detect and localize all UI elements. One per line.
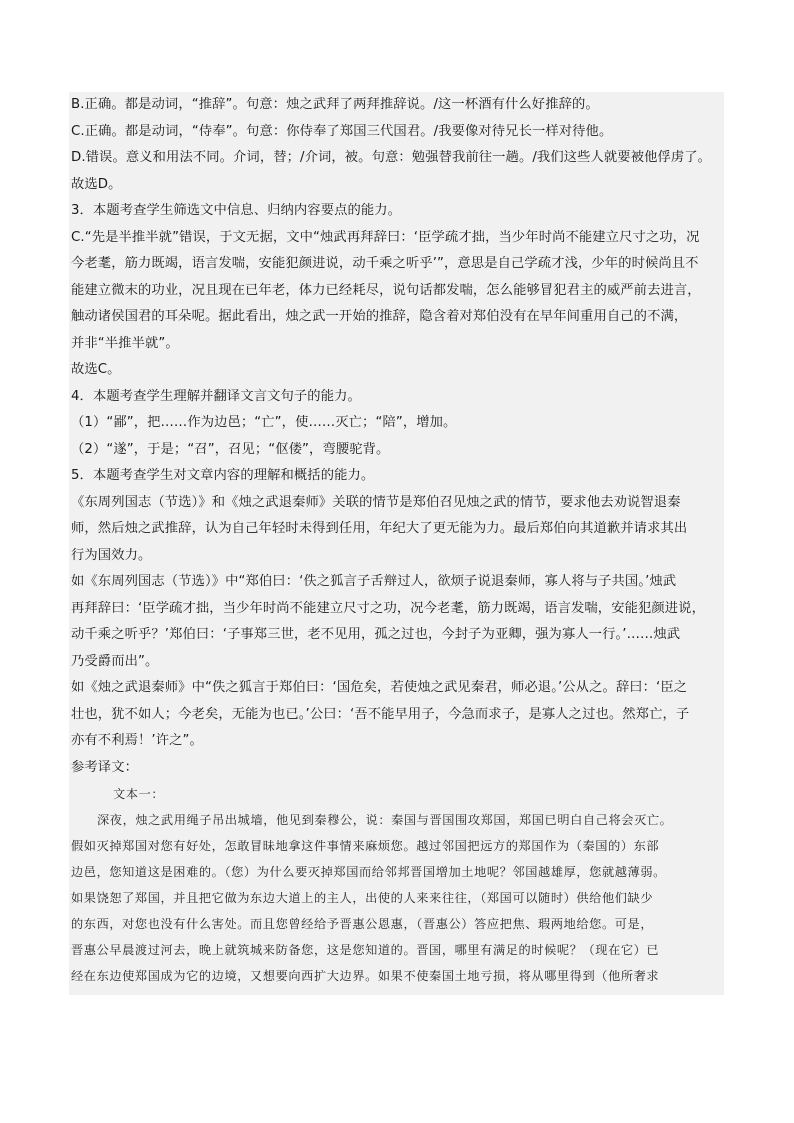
answer-line: 并非“半推半就”。 bbox=[71, 335, 179, 351]
answer-line: C.“先是半推半就”错误，于文无据，文中“烛武再拜辞曰：‘臣学疏才拙，当少年时尚不能建立尺寸之功，况 bbox=[71, 229, 700, 245]
translation-line: 晋惠公早晨渡过河去，晚上就筑城来防备您，这是您知道的。晋国，哪里有满足的时候呢？（现在它）已 bbox=[71, 943, 660, 957]
answer-line: C.正确。都是动词，“侍奉”。句意：你侍奉了郑国三代国君。/我要像对待兄长一样对待他。 bbox=[71, 123, 613, 139]
answer-line: 乃受爵而出”。 bbox=[71, 653, 159, 669]
answer-line: 如《烛之武退秦师》中“佚之狐言于郑伯曰：‘国危矣，若使烛之武见秦君，师必退。’公从之。辞曰：‘臣之 bbox=[71, 680, 688, 695]
reference-translation bbox=[69, 807, 724, 989]
answer-line: 故选D。 bbox=[71, 176, 122, 192]
answer-line: 行为国效力。 bbox=[71, 547, 152, 563]
answer-line: 参考译文： bbox=[71, 759, 138, 775]
answer-line: 壮也，犹不如人；今老矣，无能为也已。’公曰：‘吾不能早用子，今急而求子，是寡人之过也。然郑亡，子 bbox=[71, 706, 690, 722]
answer-line: 亦有不利焉！’许之”。 bbox=[71, 733, 203, 748]
translation-line: 假如灭掉郑国对您有好处，怎敢冒昧地拿这件事情来麻烦您。越过邻国把远方的郑国作为（秦国的）东部 bbox=[71, 839, 660, 853]
answer-line: D.错误。意义和用法不同。介词，替；/介词，被。句意：勉强替我前往一趟。/我们这些人就要被他俘虏了。 bbox=[71, 150, 712, 165]
answer-line: 故选C。 bbox=[71, 362, 121, 377]
answer-line: 4．本题考查学生理解并翻译文言文句子的能力。 bbox=[71, 388, 361, 404]
answer-line: （2）“遂”，于是；“召”，召见；“伛偻”，弯腰驼背。 bbox=[71, 441, 390, 457]
document-page bbox=[69, 92, 724, 995]
answer-line: 今老耄，筋力既竭，语言发喘，安能犯颜进说，动千乘之听乎’”，意思是自己学疏才浅，少年的时候尚且不 bbox=[71, 256, 699, 271]
answer-line: 5．本题考查学生对文章内容的理解和概括的能力。 bbox=[71, 468, 375, 483]
answer-line: 如《东周列国志（节选）》中“郑伯曰：‘佚之狐言子舌辩过人，欲烦子说退秦师，寡人将与子共国。’烛武 bbox=[71, 574, 677, 589]
answer-explanation bbox=[69, 92, 724, 781]
translation-line: 深夜，烛之武用绳子吊出城墙，他见到秦穆公，说：秦国与晋国围攻郑国，郑国已明白自己将会灭亡。 bbox=[97, 813, 673, 827]
answer-line: （1）“鄙”，把……作为边邑；“亡”，使……灭亡；“陪”，增加。 bbox=[71, 415, 457, 430]
translation-line: 如果饶恕了郑国，并且把它做为东边大道上的主人，出使的人来来往往，（郑国可以随时）供给他们缺少 bbox=[71, 891, 654, 905]
translation-line: 边邑，您知道这是困难的。（您）为什么要灭掉郑国而给邻邦晋国增加土地呢？邻国越雄厚，您就越薄弱。 bbox=[71, 865, 666, 879]
answer-line: 再拜辞曰：‘臣学疏才拙，当少年时尚不能建立尺寸之功，况今老耄，筋力既竭，语言发喘，安能犯颜进说， bbox=[71, 600, 705, 616]
answer-line: B.正确。都是动词，“推辞”。句意：烛之武拜了两拜推辞说。/这一杯酒有什么好推辞的。 bbox=[71, 97, 599, 112]
answer-line: 触动诸侯国君的耳朵呢。据此看出，烛之武一开始的推辞，隐含着对郑伯没有在早年间重用自己的不满， bbox=[71, 309, 688, 324]
translation-line: 的东西，对您也没有什么害处。而且您曾经给予晋惠公恩惠，（晋惠公）答应把焦、瑕两地给您。可是， bbox=[71, 917, 654, 931]
answer-line: 能建立微末的功业，况且现在已年老，体力已经耗尽，说句话都发喘，怎么能够冒犯君主的威严前去进言， bbox=[71, 282, 701, 298]
answer-line: 师，然后烛之武推辞，认为自己年轻时未得到任用，年纪大了更无能为力。最后郑伯向其道歉并请求其出 bbox=[71, 521, 688, 536]
answer-line: 3．本题考查学生筛选文中信息、归纳内容要点的能力。 bbox=[71, 203, 402, 218]
translation-line: 经在东边使郑国成为它的边境，又想要向西扩大边界。如果不使秦国土地亏损，将从哪里得到（他所奢求 bbox=[71, 969, 660, 983]
answer-line: 《东周列国志（节选）》和《烛之武退秦师》关联的情节是郑伯召见烛之武的情节，要求他去劝说智退秦 bbox=[71, 494, 681, 510]
translation-heading: 文本一： bbox=[113, 787, 165, 801]
answer-line: 动千乘之听乎？’郑伯曰：‘子事郑三世，老不见用，孤之过也，今封子为亚卿，强为寡人一行。’……烛武 bbox=[71, 627, 681, 642]
